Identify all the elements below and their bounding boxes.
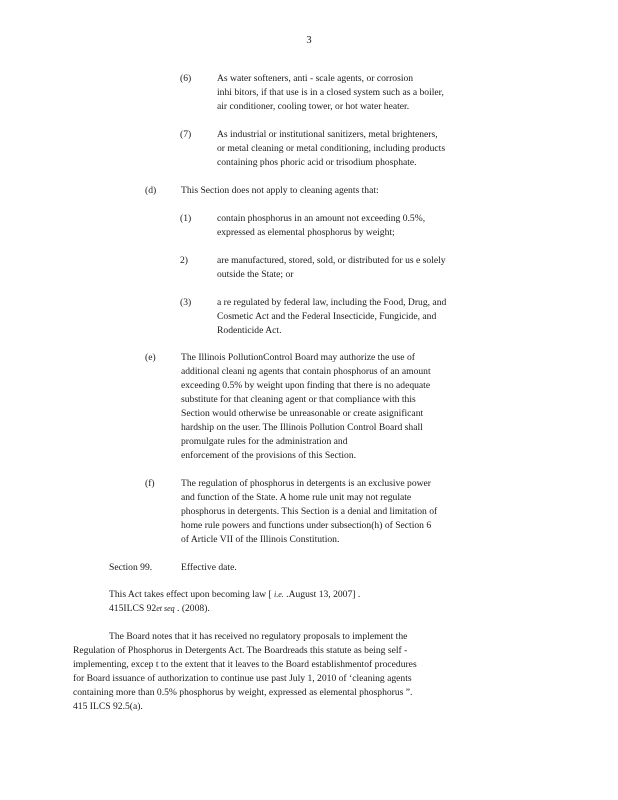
item-e-label: (e) [145,352,156,363]
item-d3-line: Cosmetic Act and the Federal Insecticide, Fungicide, and [217,311,437,322]
item-e-line: hardship on the user. The Illinois Pollution Control Board shall [181,422,423,433]
act-effective-line: This Act takes effect upon becoming law [ i.e. .August 13, 2007] . [109,589,361,600]
item-d1-line: contain phosphorus in an amount not exceeding 0.5%, [217,213,426,224]
item-f-label: (f) [145,478,155,489]
section-99-title: Effective date. [181,562,237,573]
item-f-line: and function of the State. A home rule unit may not regulate [181,492,412,503]
item-6-line: As water softeners, anti - scale agents, or corrosion [217,73,414,84]
board-para-line: containing more than 0.5% phosphorus by weight, expressed as elemental phosphorus ”. [73,687,413,698]
item-d-line: This Section does not apply to cleaning agents that: [181,185,379,196]
item-e-line: additional cleani ng agents that contain phosphorus of an amount [181,366,431,377]
act-italic: et seq [156,604,175,613]
item-e-line: The Illinois PollutionControl Board may authorize the use of [181,352,415,363]
item-f-line: phosphorus in detergents. This Section is a denial and limitation of [181,506,438,517]
item-6-line: air conditioner, cooling tower, or hot water heater. [217,101,410,112]
item-d2-line: are manufactured, stored, sold, or distributed for us e solely [217,255,446,266]
item-7-line: containing phos phoric acid or trisodium phosphate. [217,157,417,168]
item-6-line: inhi bitors, if that use is in a closed system such as a boiler, [217,87,444,98]
act-citation-line: 415ILCS 92et seq . (2008). [109,603,210,614]
act-italic: i.e. [274,590,284,599]
item-7-line: As industrial or institutional sanitizers, metal brighteners, [217,129,438,140]
item-e-line: enforcement of the provisions of this Section. [181,450,357,461]
item-e-line: exceeding 0.5% by weight upon finding that there is no adequate [181,380,431,391]
item-d1-label: (1) [180,213,192,224]
item-e-line: promulgate rules for the administration and [181,436,348,447]
item-f-line: of Article VII of the Illinois Constitution. [181,534,340,545]
board-para-line: The Board notes that it has received no regulatory proposals to implement the [109,631,408,642]
item-e-line: substitute for that cleaning agent or that compliance with this [181,394,416,405]
item-d-label: (d) [145,185,157,196]
item-d3-line: a re regulated by federal law, including the Food, Drug, and [217,297,447,308]
item-7-label: (7) [180,129,192,140]
section-99-label: Section 99. [109,562,153,573]
board-para-line: Regulation of Phosphorus in Detergents Act. The Boardreads this statute as being self - [73,645,408,656]
item-d3-line: Rodenticide Act. [217,325,282,336]
item-f-line: The regulation of phosphorus in detergents is an exclusive power [181,478,431,489]
board-para-line: 415 ILCS 92.5(a). [73,701,143,712]
item-d1-line: expressed as elemental phosphorus by weight; [217,227,395,238]
page-number: 3 [306,35,312,46]
item-7-line: or metal cleaning or metal conditioning, including products [217,143,446,154]
item-d2-line: outside the State; or [217,269,294,280]
item-f-line: home rule powers and functions under subsection(h) of Section 6 [181,520,432,531]
item-e-line: Section would otherwise be unreasonable or create asignificant [181,408,424,419]
board-para-line: implementing, excep t to the extent that it leaves to the Board establishmentof procedures [73,659,417,670]
item-d3-label: (3) [180,297,192,308]
item-d2-label: 2) [180,255,188,266]
item-6-label: (6) [180,73,192,84]
board-para-line: for Board issuance of authorization to continue use past July 1, 2010 of ‘cleaning agents [73,673,412,684]
